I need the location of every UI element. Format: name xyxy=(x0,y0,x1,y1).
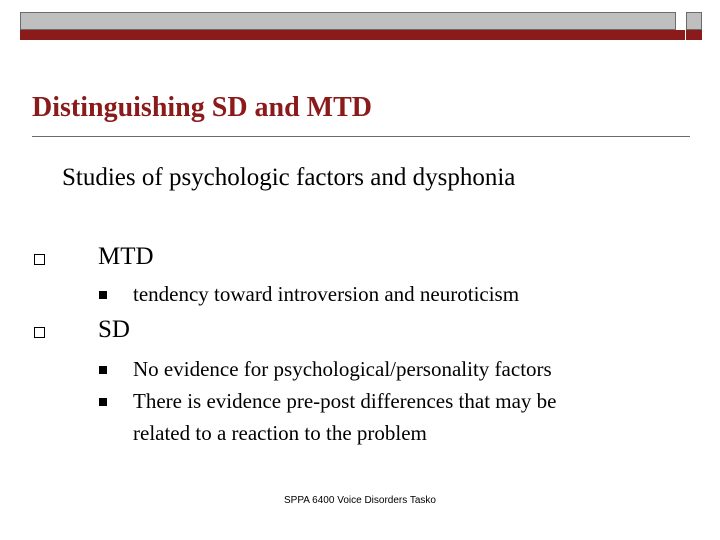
bullet-label-sd: SD xyxy=(98,316,130,343)
slide-footer: SPPA 6400 Voice Disorders Tasko xyxy=(284,495,436,506)
header-corner-box-red xyxy=(686,30,702,40)
filled-square-icon xyxy=(99,398,107,406)
hollow-square-icon xyxy=(34,327,45,338)
slide-subtitle: Studies of psychologic factors and dysphonia xyxy=(62,164,516,191)
bullet-label-mtd: MTD xyxy=(98,243,154,270)
bullet-item-sd-2-continued: related to a reaction to the problem xyxy=(133,421,427,445)
hollow-square-icon xyxy=(34,254,45,265)
header-bar-gray xyxy=(20,12,676,30)
filled-square-icon xyxy=(99,366,107,374)
bullet-item-sd-1: No evidence for psychological/personality factors xyxy=(133,357,552,381)
slide-title: Distinguishing SD and MTD xyxy=(32,92,373,123)
title-divider xyxy=(32,136,690,137)
bullet-item-mtd-1: tendency toward introversion and neuroticism xyxy=(133,282,520,306)
header-corner-box-gray xyxy=(686,12,702,30)
bullet-item-sd-2: There is evidence pre-post differences that may be xyxy=(133,389,557,413)
filled-square-icon xyxy=(99,291,107,299)
header-bar-red xyxy=(20,30,685,40)
